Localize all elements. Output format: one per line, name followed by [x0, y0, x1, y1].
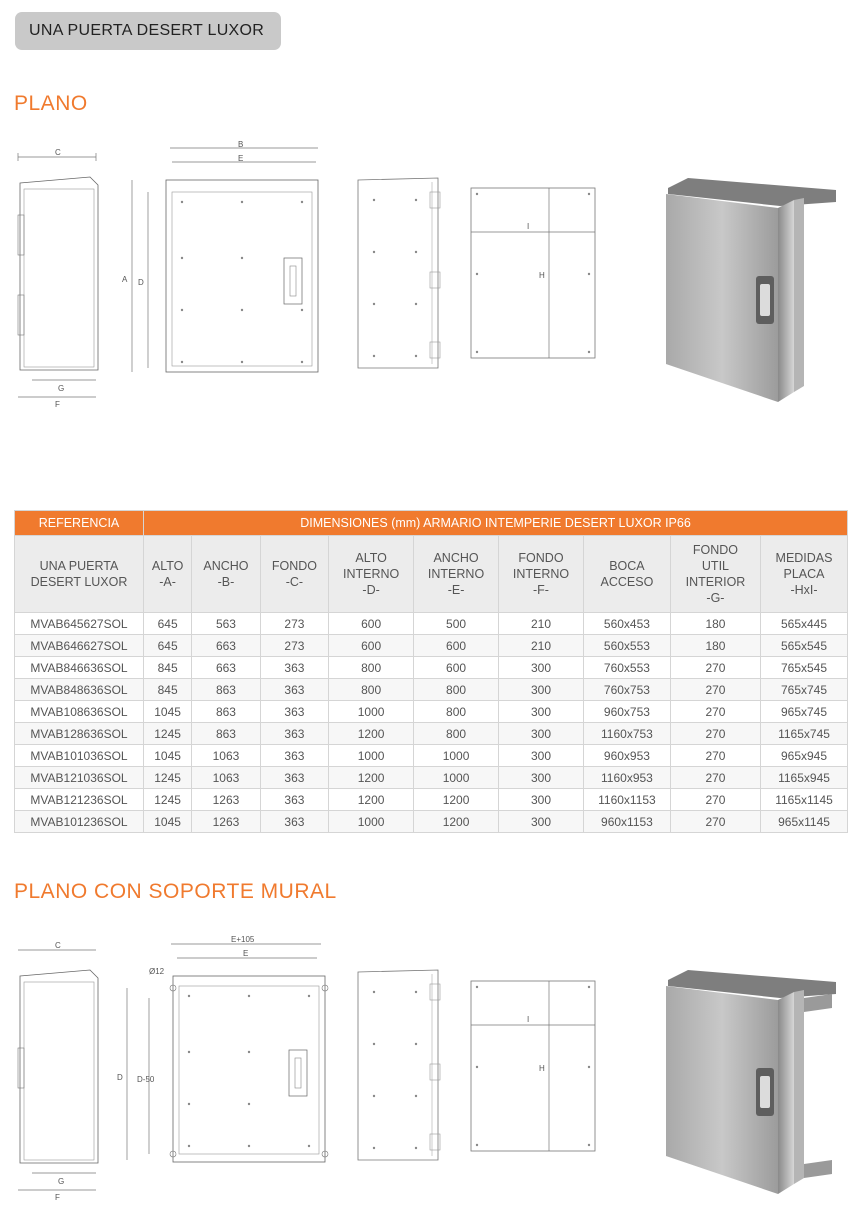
mural-dim-e-label: E	[243, 949, 249, 958]
dimension-cell: 760x553	[583, 657, 670, 679]
reference-cell: MVAB121236SOL	[15, 789, 144, 811]
back-view-drawing	[352, 172, 444, 372]
dim-phi-label: Ø12	[149, 967, 165, 976]
mural-mounting-plate-drawing	[465, 975, 601, 1157]
column-header-line: BOCA	[609, 559, 645, 573]
column-header	[670, 536, 760, 613]
dimension-cell: 300	[499, 657, 584, 679]
column-header-line: DESERT LUXOR	[30, 575, 128, 589]
dimension-cell: 1263	[192, 789, 260, 811]
table-body	[15, 613, 848, 833]
reference-cell: MVAB646627SOL	[15, 635, 144, 657]
dim-e-label: E	[238, 154, 244, 163]
dimension-cell: 600	[414, 635, 499, 657]
dimension-cell: 363	[260, 745, 328, 767]
dimensions-table	[14, 510, 848, 833]
dimension-cell: 270	[670, 811, 760, 833]
dimension-cell: 1000	[329, 745, 414, 767]
reference-cell: MVAB121036SOL	[15, 767, 144, 789]
mural-dim-f-label: F	[55, 1193, 60, 1202]
table-row	[15, 679, 848, 701]
dimension-cell: 1200	[414, 811, 499, 833]
dim-c-label: C	[55, 148, 61, 157]
dimension-cell: 300	[499, 745, 584, 767]
table-column-headers	[15, 536, 848, 613]
column-header-line: INTERNO	[427, 567, 485, 581]
column-header-line: -HxI-	[790, 583, 818, 597]
dimension-cell: 300	[499, 679, 584, 701]
front-view-drawing	[120, 140, 330, 380]
dimension-cell: 210	[499, 635, 584, 657]
column-header	[414, 536, 499, 613]
dimension-cell: 563	[192, 613, 260, 635]
column-header	[583, 536, 670, 613]
dimension-cell: 863	[192, 723, 260, 745]
column-header	[761, 536, 848, 613]
dimension-cell: 273	[260, 635, 328, 657]
dim-d-label: D	[138, 278, 144, 287]
column-header	[329, 536, 414, 613]
dimension-cell: 1045	[144, 701, 192, 723]
column-header-line: ALTO	[151, 559, 184, 573]
dimension-cell: 300	[499, 811, 584, 833]
dimension-cell: 270	[670, 679, 760, 701]
reference-cell: MVAB101036SOL	[15, 745, 144, 767]
table-row	[15, 657, 848, 679]
dim-f-label: F	[55, 400, 60, 409]
dimension-cell: 300	[499, 723, 584, 745]
column-header-line: FONDO	[271, 559, 317, 573]
reference-cell: MVAB848636SOL	[15, 679, 144, 701]
column-header-line: -F-	[533, 583, 549, 597]
table-row	[15, 811, 848, 833]
dimension-cell: 300	[499, 767, 584, 789]
dimension-cell: 1160x753	[583, 723, 670, 745]
dimension-cell: 1045	[144, 811, 192, 833]
dim-i-label: I	[527, 222, 530, 231]
dimension-cell: 1000	[329, 811, 414, 833]
dimension-cell: 270	[670, 701, 760, 723]
dimension-cell: 180	[670, 635, 760, 657]
column-header-line: UNA PUERTA	[39, 559, 119, 573]
mounting-plate-drawing	[465, 182, 601, 364]
column-header-line: -G-	[706, 591, 725, 605]
dimension-cell: 1000	[329, 701, 414, 723]
dimension-cell: 1165x1145	[761, 789, 848, 811]
reference-cell: MVAB101236SOL	[15, 811, 144, 833]
dimension-cell: 363	[260, 811, 328, 833]
dim-a-label: A	[122, 275, 128, 284]
dimension-cell: 800	[414, 723, 499, 745]
dimension-cell: 270	[670, 767, 760, 789]
column-header-line: PLACA	[783, 567, 825, 581]
dimension-cell: 500	[414, 613, 499, 635]
dimension-cell: 560x553	[583, 635, 670, 657]
dimension-cell: 363	[260, 657, 328, 679]
dimension-cell: 600	[414, 657, 499, 679]
dimension-cell: 765x745	[761, 679, 848, 701]
dimension-cell: 363	[260, 767, 328, 789]
dim-h-label: H	[539, 271, 545, 280]
column-header-line: ALTO	[355, 551, 387, 565]
column-header-line: FONDO	[518, 551, 564, 565]
dimension-cell: 600	[329, 635, 414, 657]
reference-cell: MVAB645627SOL	[15, 613, 144, 635]
product-tag: UNA PUERTA DESERT LUXOR	[15, 12, 281, 50]
dimension-cell: 1160x953	[583, 767, 670, 789]
reference-cell: MVAB846636SOL	[15, 657, 144, 679]
dimension-cell: 180	[670, 613, 760, 635]
mural-back-view-drawing	[352, 964, 444, 1164]
dimension-cell: 800	[329, 657, 414, 679]
mural-front-view-drawing	[115, 932, 340, 1172]
mural-dim-h-label: H	[539, 1064, 545, 1073]
mural-dim-g-label: G	[58, 1177, 65, 1186]
dimension-cell: 960x1153	[583, 811, 670, 833]
reference-cell: MVAB108636SOL	[15, 701, 144, 723]
column-header-line: INTERNO	[342, 567, 400, 581]
section-title-plano-mural: PLANO CON SOPORTE MURAL	[14, 880, 337, 903]
mural-side-view-drawing	[10, 938, 105, 1208]
side-view-drawing	[10, 145, 105, 415]
section-title-plano: PLANO	[14, 92, 88, 115]
table-row	[15, 767, 848, 789]
dimension-cell: 270	[670, 657, 760, 679]
dimension-cell: 965x1145	[761, 811, 848, 833]
mural-dim-d-label: D	[117, 1073, 123, 1082]
column-header-line: INTERNO	[512, 567, 570, 581]
dimension-cell: 1263	[192, 811, 260, 833]
dimension-cell: 1165x745	[761, 723, 848, 745]
dimension-cell: 1200	[329, 767, 414, 789]
dim-e105-label: E+105	[231, 935, 255, 944]
dim-b-label: B	[238, 140, 244, 149]
dimension-cell: 845	[144, 657, 192, 679]
dimension-cell: 1045	[144, 745, 192, 767]
dimension-cell: 965x945	[761, 745, 848, 767]
table-head-dimensiones: DIMENSIONES (mm) ARMARIO INTEMPERIE DESERT LUXOR IP66	[144, 511, 848, 536]
dimension-cell: 663	[192, 635, 260, 657]
dimension-cell: 1160x1153	[583, 789, 670, 811]
dimension-cell: 1200	[329, 723, 414, 745]
dimension-cell: 800	[329, 679, 414, 701]
dimension-cell: 273	[260, 613, 328, 635]
dimension-cell: 363	[260, 679, 328, 701]
column-header-line: ACCESO	[600, 575, 654, 589]
dimension-cell: 1200	[329, 789, 414, 811]
table-row	[15, 723, 848, 745]
dimension-cell: 363	[260, 723, 328, 745]
dimension-cell: 300	[499, 701, 584, 723]
column-header-line: ANCHO	[433, 551, 479, 565]
dimension-cell: 800	[414, 701, 499, 723]
table-row	[15, 701, 848, 723]
column-header	[499, 536, 584, 613]
dimension-cell: 1245	[144, 767, 192, 789]
dimension-cell: 270	[670, 723, 760, 745]
dimension-cell: 760x753	[583, 679, 670, 701]
dimension-cell: 560x453	[583, 613, 670, 635]
dimension-cell: 645	[144, 635, 192, 657]
dimension-cell: 800	[414, 679, 499, 701]
mural-dim-i-label: I	[527, 1015, 530, 1024]
dimension-cell: 1000	[414, 745, 499, 767]
column-header	[144, 536, 192, 613]
dimension-cell: 1245	[144, 723, 192, 745]
dimension-cell: 965x745	[761, 701, 848, 723]
column-header-line: FONDO	[692, 543, 739, 557]
column-header-line: ANCHO	[203, 559, 249, 573]
dimension-cell: 565x545	[761, 635, 848, 657]
table-row	[15, 789, 848, 811]
dimension-cell: 1200	[414, 789, 499, 811]
dimension-cell: 1165x945	[761, 767, 848, 789]
dimension-cell: 765x545	[761, 657, 848, 679]
dimension-cell: 1063	[192, 745, 260, 767]
dimension-cell: 1063	[192, 767, 260, 789]
dimension-cell: 1245	[144, 789, 192, 811]
cabinet-3d-image	[660, 176, 840, 404]
column-header-line: -B-	[217, 575, 235, 589]
column-header-line: -C-	[285, 575, 304, 589]
table-head-referencia: REFERENCIA	[15, 511, 144, 536]
dimension-cell: 863	[192, 679, 260, 701]
table-row	[15, 745, 848, 767]
dimension-cell: 845	[144, 679, 192, 701]
dimension-cell: 565x445	[761, 613, 848, 635]
column-header-line: -E-	[447, 583, 465, 597]
dimension-cell: 960x953	[583, 745, 670, 767]
dimension-cell: 300	[499, 789, 584, 811]
dimension-cell: 270	[670, 745, 760, 767]
dimension-cell: 270	[670, 789, 760, 811]
mural-cabinet-3d-image	[660, 968, 840, 1198]
dimension-cell: 645	[144, 613, 192, 635]
dim-g-label: G	[58, 384, 65, 393]
dimension-cell: 663	[192, 657, 260, 679]
column-header	[192, 536, 260, 613]
column-header-line: -D-	[362, 583, 380, 597]
column-header-line: UTIL	[701, 559, 729, 573]
mural-dim-c-label: C	[55, 941, 61, 950]
column-header-line: MEDIDAS	[775, 551, 833, 565]
column-header-line: -A-	[159, 575, 176, 589]
dimension-cell: 363	[260, 701, 328, 723]
table-row	[15, 635, 848, 657]
dimension-cell: 363	[260, 789, 328, 811]
column-header	[260, 536, 328, 613]
dimension-cell: 210	[499, 613, 584, 635]
column-header-line: INTERIOR	[685, 575, 746, 589]
dimension-cell: 600	[329, 613, 414, 635]
dimension-cell: 863	[192, 701, 260, 723]
reference-cell: MVAB128636SOL	[15, 723, 144, 745]
dimension-cell: 1000	[414, 767, 499, 789]
dim-d50-label: D-50	[137, 1075, 155, 1084]
dimension-cell: 960x753	[583, 701, 670, 723]
table-row	[15, 613, 848, 635]
column-header	[15, 536, 144, 613]
